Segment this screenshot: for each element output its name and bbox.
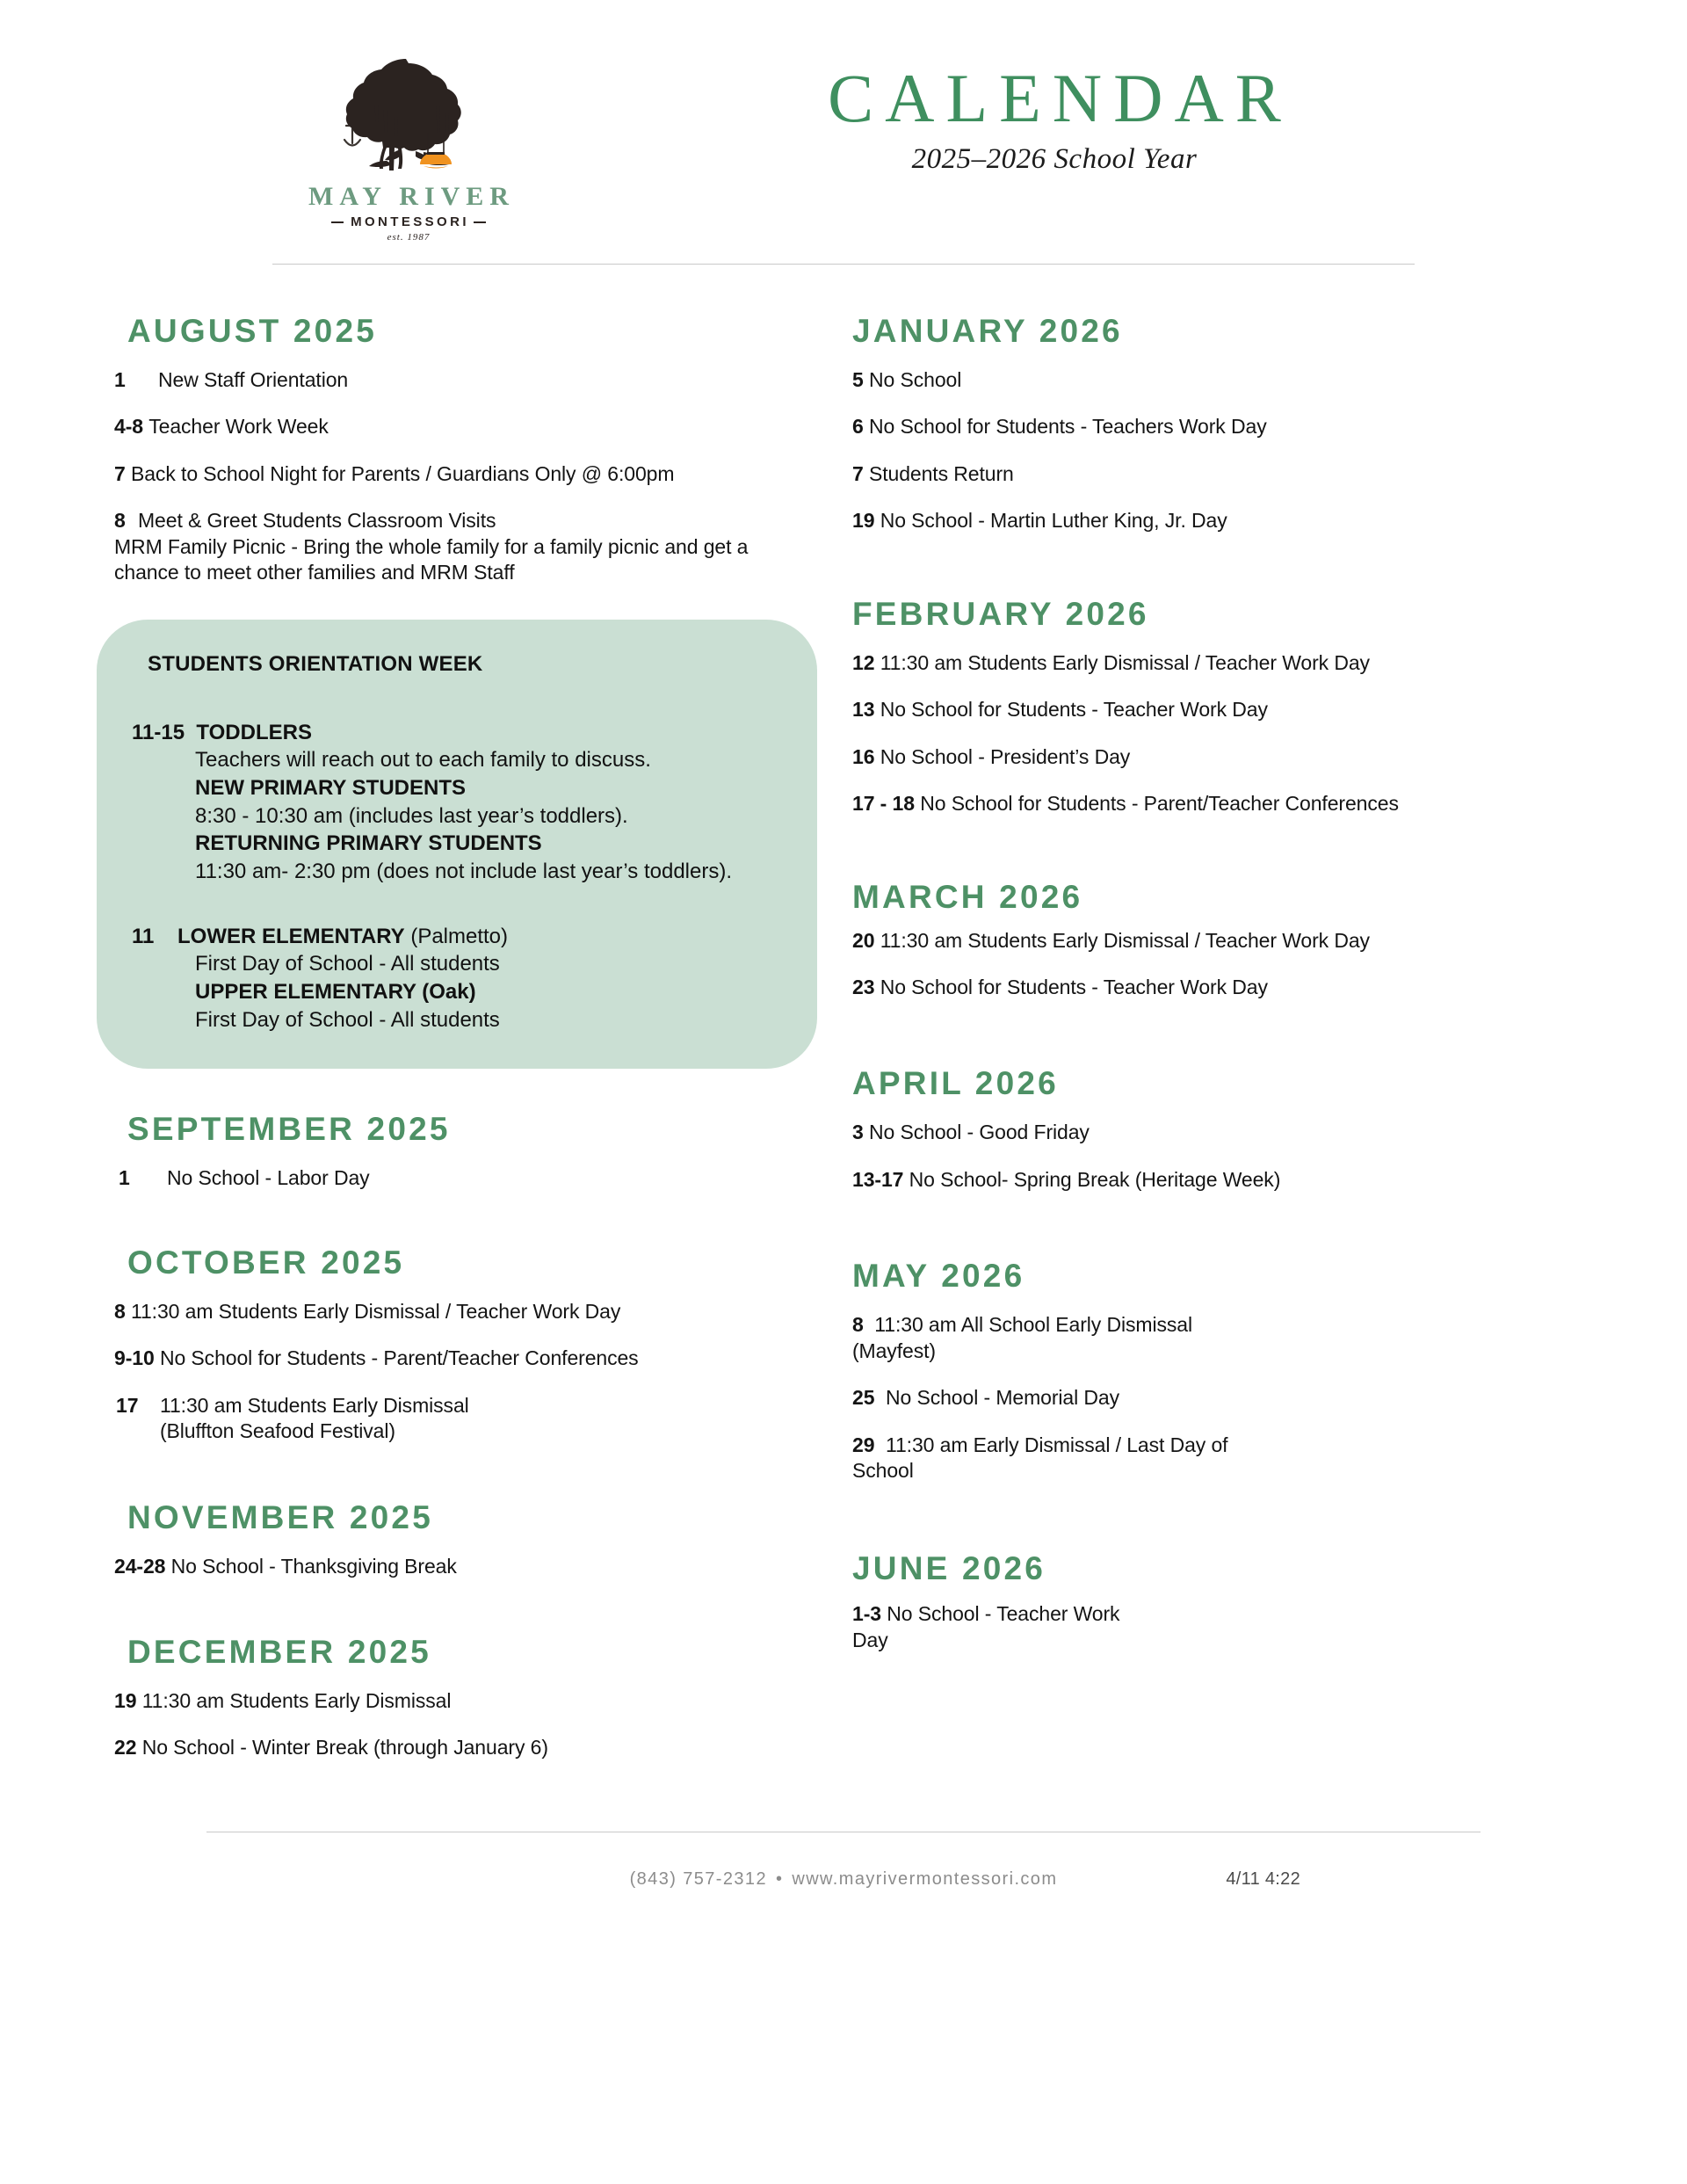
calendar-entry	[97, 508, 808, 585]
calendar-entry	[852, 414, 1590, 439]
page-subtitle: 2025–2026 School Year	[911, 143, 1198, 175]
entry-text: No School- Spring Break (Heritage Week)	[909, 1167, 1281, 1191]
entry-text: 11:30 am Early Dismissal / Last Day of School	[852, 1433, 1228, 1482]
calendar-entry	[97, 1688, 808, 1714]
month-heading-february: FEBRUARY 2026	[852, 595, 1149, 632]
logo-divider-right	[474, 221, 486, 223]
calendar-entry	[852, 975, 1590, 1000]
entry-label-suffix: (Palmetto)	[404, 924, 509, 948]
header-divider	[272, 264, 1415, 265]
entry-text: No School - Thanksgiving Break	[170, 1554, 457, 1578]
entry-text: No School - Good Friday	[869, 1121, 1090, 1144]
month-heading-may: MAY 2026	[852, 1258, 1025, 1295]
entry-day: 17 - 18	[852, 792, 915, 816]
entry-day: 17	[116, 1393, 139, 1417]
entry-text: 11:30 am Students Early Dismissal / Teacher Work Day	[880, 928, 1370, 952]
entry-text: New Staff Orientation	[158, 368, 349, 391]
month-heading-august: AUGUST 2025	[127, 313, 378, 349]
calendar-entry	[852, 1433, 1248, 1484]
entry-text: Teacher Work Week	[148, 415, 329, 439]
entry-day: 29	[852, 1433, 875, 1456]
entry-day: 13	[852, 698, 875, 722]
month-heading-october: OCTOBER 2025	[127, 1244, 405, 1281]
entry-text: No School	[869, 368, 962, 391]
title-block	[554, 48, 1687, 176]
logo-established-year: est. 1987	[387, 232, 431, 243]
calendar-entry	[97, 1554, 808, 1579]
entry-text: No School for Students - Teacher Work Day	[880, 698, 1268, 722]
orientation-line: 11:30 am- 2:30 pm (does not include last year’s toddlers).	[195, 859, 732, 883]
entry-text: 11:30 am Students Early Dismissal / Teacher Work Day	[880, 650, 1370, 674]
orientation-line: UPPER ELEMENTARY (Oak)	[195, 980, 476, 1004]
month-heading-november: NOVEMBER 2025	[127, 1498, 433, 1535]
entry-text: 11:30 am Students Early Dismissal	[141, 1688, 452, 1712]
school-logo	[264, 48, 554, 243]
orientation-group-toddlers	[132, 719, 782, 886]
month-section-march	[852, 879, 1590, 1001]
entry-day: 25	[852, 1386, 875, 1410]
entry-text: No School - Teacher Work Day	[852, 1602, 1120, 1651]
entry-text: Meet & Greet Students Classroom Visits	[138, 509, 496, 533]
orientation-line: First Day of School - All students	[195, 952, 500, 976]
logo-wordmark-secondary: MONTESSORI	[351, 214, 469, 229]
orientation-line: NEW PRIMARY STUDENTS	[195, 775, 467, 800]
footer-separator: •	[775, 1868, 784, 1889]
page-footer	[0, 1869, 1687, 1905]
entry-day: 11-15	[132, 720, 185, 744]
entry-text-continued: (Bluffton Seafood Festival)	[160, 1419, 395, 1443]
calendar-entry	[852, 1601, 1151, 1653]
page-header	[0, 0, 1687, 243]
month-section-september	[97, 1111, 808, 1191]
entry-day: 8	[852, 1313, 864, 1337]
month-section-november	[97, 1499, 808, 1579]
calendar-entry	[852, 744, 1590, 770]
entry-text-continued: MRM Family Picnic - Bring the whole family for a family picnic and get a chance to meet other families and MRM Staff	[114, 534, 749, 584]
entry-label: TODDLERS	[196, 720, 312, 744]
month-section-january	[852, 313, 1590, 534]
entry-text: No School for Students - Teacher Work Day	[880, 975, 1268, 998]
orientation-group-elementary	[132, 923, 782, 1034]
month-heading-april: APRIL 2026	[852, 1065, 1059, 1102]
page-title: CALENDAR	[828, 60, 1292, 136]
entry-day: 19	[852, 509, 875, 533]
right-column	[844, 313, 1590, 1761]
entry-day: 9-10	[114, 1346, 155, 1370]
calendar-entry	[852, 461, 1590, 487]
calendar-entry	[852, 650, 1590, 676]
entry-day: 24-28	[114, 1554, 166, 1578]
entry-day: 1	[119, 1166, 130, 1190]
calendar-entry	[97, 414, 808, 439]
entry-day: 11	[132, 924, 155, 948]
entry-day: 3	[852, 1121, 864, 1144]
entry-day: 8	[114, 1299, 126, 1323]
orientation-box-title: STUDENTS ORIENTATION WEEK	[148, 651, 483, 676]
entry-text: No School - Martin Luther King, Jr. Day	[880, 509, 1227, 533]
logo-divider-left	[331, 221, 344, 223]
calendar-entry	[97, 367, 808, 393]
calendar-entry	[97, 461, 808, 487]
month-section-october	[97, 1244, 808, 1445]
month-heading-september: SEPTEMBER 2025	[127, 1111, 451, 1148]
entry-day: 1	[114, 368, 126, 391]
calendar-entry	[852, 1167, 1590, 1193]
entry-text: No School - Winter Break (through January 6)	[141, 1736, 548, 1760]
entry-text: Students Return	[869, 461, 1014, 485]
calendar-entry	[97, 1299, 808, 1324]
entry-day: 4-8	[114, 415, 143, 439]
entry-text: No School - Memorial Day	[885, 1386, 1120, 1410]
entry-day: 13-17	[852, 1167, 904, 1191]
calendar-entry	[852, 697, 1590, 722]
calendar-entry	[852, 1312, 1239, 1364]
entry-day: 6	[852, 415, 864, 439]
calendar-columns	[0, 313, 1687, 1761]
entry-text: No School - Labor Day	[167, 1166, 370, 1190]
calendar-entry	[97, 1165, 808, 1191]
month-heading-december: DECEMBER 2025	[127, 1633, 431, 1670]
entry-day: 7	[852, 461, 864, 485]
entry-text: Back to School Night for Parents / Guardians Only @ 6:00pm	[131, 461, 675, 485]
entry-day: 7	[114, 461, 126, 485]
left-column	[97, 313, 844, 1761]
month-heading-march: MARCH 2026	[852, 878, 1083, 915]
entry-day: 8	[114, 509, 126, 533]
calendar-entry	[852, 1385, 1590, 1411]
logo-mark	[332, 48, 486, 180]
footer-contact	[0, 1869, 1687, 1890]
logo-wordmark-primary: MAY RIVER	[308, 182, 515, 211]
orientation-group-lead	[132, 719, 782, 747]
entry-text: No School for Students - Parent/Teacher Conferences	[920, 792, 1399, 816]
entry-day: 1-3	[852, 1602, 881, 1626]
entry-label: LOWER ELEMENTARY	[177, 924, 405, 948]
entry-day: 16	[852, 744, 875, 768]
entry-text: 11:30 am All School Early Dismissal (Mayfest)	[852, 1313, 1192, 1362]
calendar-entry	[97, 1735, 808, 1760]
month-section-may	[852, 1258, 1590, 1484]
entry-text: No School for Students - Teachers Work Day	[869, 415, 1267, 439]
month-heading-june: JUNE 2026	[852, 1550, 1046, 1587]
entry-day: 12	[852, 650, 875, 674]
orientation-line: Teachers will reach out to each family to discuss.	[195, 748, 651, 773]
calendar-entry	[97, 1346, 808, 1371]
month-section-december	[97, 1634, 808, 1761]
students-orientation-week-box	[97, 620, 817, 1070]
calendar-entry	[852, 928, 1590, 954]
footer-website-link[interactable]: www.mayrivermontessori.com	[792, 1868, 1058, 1889]
entry-day: 20	[852, 928, 875, 952]
calendar-entry	[852, 508, 1590, 533]
month-section-august	[97, 313, 808, 586]
entry-day: 23	[852, 975, 875, 998]
entry-day: 19	[114, 1688, 137, 1712]
orientation-line: 8:30 - 10:30 am (includes last year’s toddlers).	[195, 803, 628, 828]
month-section-june	[852, 1550, 1590, 1653]
orientation-line: First Day of School - All students	[195, 1007, 500, 1032]
calendar-entry	[97, 1393, 808, 1445]
entry-text: 11:30 am Students Early Dismissal / Teacher Work Day	[131, 1299, 621, 1323]
calendar-entry	[852, 1120, 1590, 1145]
month-heading-january: JANUARY 2026	[852, 313, 1123, 349]
calendar-entry	[852, 791, 1590, 816]
entry-text: 11:30 am Students Early Dismissal	[160, 1393, 469, 1417]
orientation-line: RETURNING PRIMARY STUDENTS	[195, 831, 542, 856]
entry-text: No School for Students - Parent/Teacher Conferences	[159, 1346, 639, 1370]
entry-text: No School - President’s Day	[880, 744, 1131, 768]
entry-day: 22	[114, 1736, 137, 1760]
month-section-april	[852, 1065, 1590, 1193]
orientation-group-lead	[132, 923, 782, 951]
footer-phone: (843) 757-2312	[629, 1868, 767, 1889]
calendar-entry	[852, 367, 1590, 393]
entry-day: 5	[852, 368, 864, 391]
logo-wordmark-secondary-row	[331, 214, 486, 229]
month-section-february	[852, 596, 1590, 817]
footer-revision-stamp: 4/11 4:22	[1226, 1868, 1300, 1889]
